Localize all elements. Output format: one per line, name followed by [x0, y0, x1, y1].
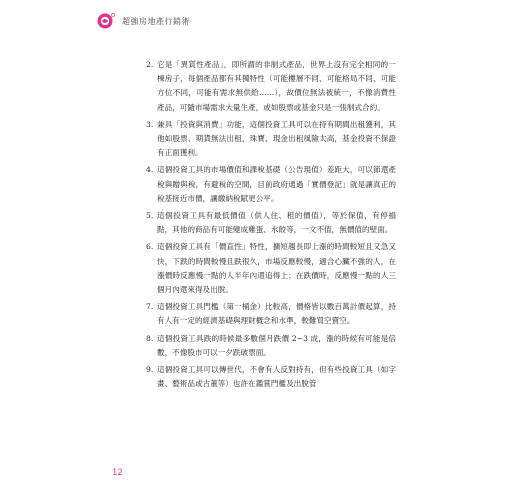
list-item-text: 這個投資工具有「價直性」特性，擴短趨長即上漲的時間較短且又急又快，下跌的時間較慢且跌很久，市場反應較慢，適合心臟不強的人，在漲價時反應慢一點的人半年內還追得上；在跌價時，反應慢一點的人三個月內還來得及出脫。 [157, 242, 396, 295]
list-item [146, 240, 396, 297]
list-item-number: 8. [146, 333, 154, 343]
page-number: 12 [112, 468, 123, 478]
list-item [146, 209, 396, 237]
list-item-text: 這個投資工具跌的時候最多數個月跌價 2~3 成，漲的時候有可能是倍數，不像股市可以一夕跌破票面。 [157, 333, 396, 357]
list-item-number: 3. [146, 119, 154, 129]
list-item-number: 5. [146, 211, 154, 221]
list-item [146, 163, 396, 206]
list-item-text: 這個投資工具有最低價值（供人住、租的價值），等於保值，有停損點，其他的商品有可能變成雞蛋、水餃等，一文不值，無價值的壁面。 [157, 211, 396, 235]
list-item-text: 兼具「投資與消費」功能，這個投資工具可以在持有期間出租獲利，其他如股票、期貨無法出租，珠寶、現金出租風險太高，基金投資不保證有正面獲利。 [157, 119, 396, 158]
list-item [146, 300, 396, 328]
list-item-text: 這個投資工具可以傳世代，不會有人反對持有，但有些投資工具（如字畫、藝術品或古董等）也許在鑑賞門檻及出脫管 [157, 365, 396, 389]
list-item-number: 9. [146, 365, 154, 375]
list-item [146, 58, 396, 115]
list-item [146, 363, 396, 391]
list-body [146, 58, 396, 394]
list-item-number: 2. [146, 60, 154, 69]
list-item [146, 332, 396, 360]
list-item [146, 118, 396, 161]
list-item-number: 7. [146, 302, 154, 312]
list-item-text: 它是「異質性產品」，即所謂的非制式產品，世界上沒有完全相同的一棟房子，每個產品都有其獨特性（可能樓層不同、可能格局不同、可能方位不同，可能有需求無供給……），故價位無法被統一，不像消費性產品，可隨市場需求大量生產，或如股票或基金只是一張制式合約。 [157, 60, 396, 112]
list-item-text: 這個投資工具門檻（第一桶金）比較高，價格皆以數百萬計價起算，持有人有一定的經濟基礎與理財概念和水準，較難買空賣空。 [157, 302, 396, 326]
book-title: 超強房地產行銷術 [122, 16, 190, 26]
publisher-logo-icon [96, 12, 116, 30]
list-item-number: 6. [146, 242, 154, 252]
list-item-number: 4. [146, 165, 154, 175]
running-header [96, 12, 190, 30]
list-item-text: 這個投資工具的市場價值和課稅基礎（公告現值）差距大，可以節還產稅與贈與稅，有避稅的空間，目前政府通過「實價登記」就是讓真正的稅基接近市價，讓繳納稅賦更公平。 [157, 165, 396, 203]
